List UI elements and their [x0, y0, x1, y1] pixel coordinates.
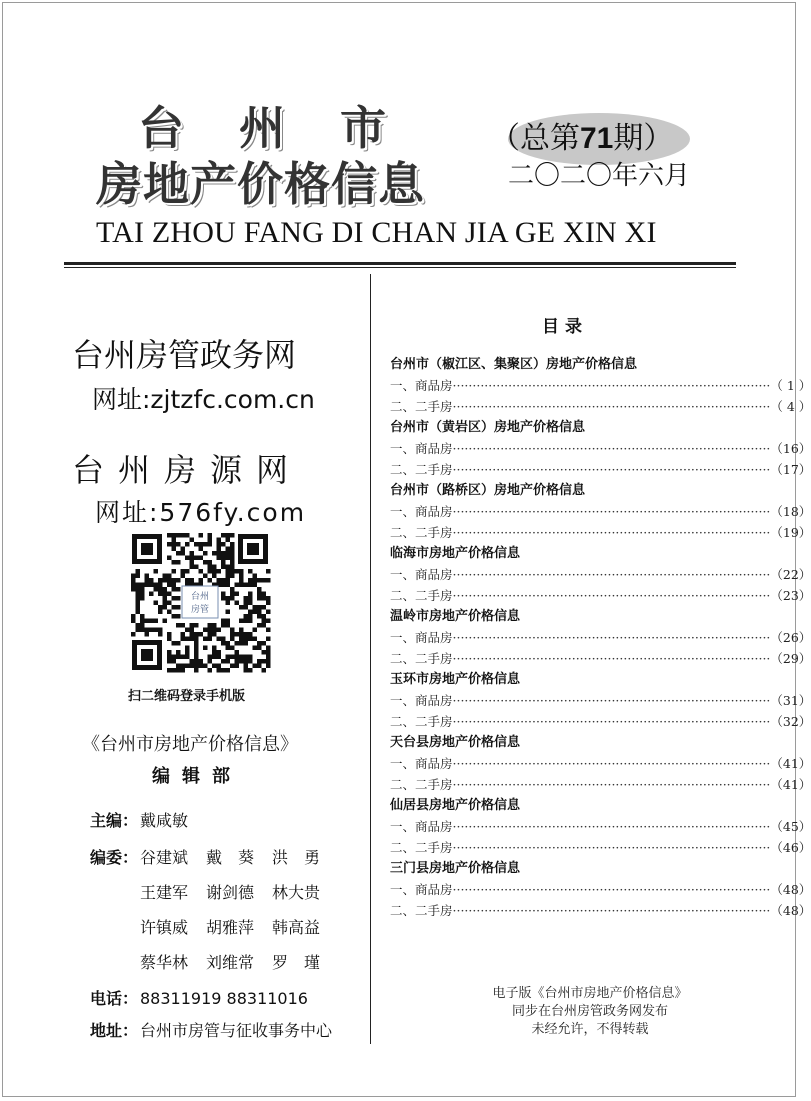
committee-member: 刘维常 [206, 953, 255, 972]
toc-section-title: 台州市（椒江区、集聚区）房地产价格信息 [390, 357, 638, 372]
publication-name: 《台州市房地产价格信息》 [82, 734, 298, 755]
toc-entry-label: 二、二手房 [390, 399, 453, 414]
toc-leader-dots: ················································································ [452, 903, 771, 918]
address-value: 台州市房管与征收事务中心 [140, 1021, 333, 1040]
toc-section-title: 仙居县房地产价格信息 [390, 798, 521, 813]
toc-entry-page: （48） [770, 882, 811, 897]
toc-leader-dots: ················································································ [452, 588, 771, 603]
toc-entry-label: 二、二手房 [390, 651, 453, 666]
toc-entry [390, 690, 811, 711]
toc-entry [390, 375, 811, 396]
toc-entry-page: （18） [770, 504, 811, 519]
toc-entry [390, 774, 811, 795]
toc-leader-dots: ················································································ [452, 441, 771, 456]
toc-entry [390, 879, 811, 900]
committee-member: 胡雅萍 [206, 918, 255, 937]
title-pinyin: TAI ZHOU FANG DI CHAN JIA GE XIN XI [96, 216, 657, 249]
title-city-char: 台 [138, 101, 186, 155]
toc-leader-dots: ················································································ [452, 504, 771, 519]
committee-row [90, 880, 338, 903]
toc-entry-label: 一、商品房 [390, 504, 453, 519]
toc-entry-label: 一、商品房 [390, 819, 453, 834]
site2-name: 台州房源网 [72, 451, 303, 489]
committee-member: 王建军 [140, 883, 189, 902]
qr-logo-line2: 房管 [190, 605, 210, 615]
qr-caption: 扫二维码登录手机版 [128, 689, 246, 704]
notice-line-2: 同步在台州房管政务网发布 [511, 1004, 668, 1019]
editor-name: 戴咸敏 [140, 811, 189, 830]
toc-entry-label: 二、二手房 [390, 903, 453, 918]
toc-leader-dots: ················································································ [452, 525, 771, 540]
committee-member: 韩高益 [272, 918, 321, 937]
toc-entry [390, 648, 811, 669]
toc-entry-label: 二、二手房 [390, 462, 453, 477]
toc-entry [390, 459, 811, 480]
address-label: 地址： [90, 1021, 139, 1040]
toc-entry-label: 一、商品房 [390, 756, 453, 771]
notice-line-1: 电子版《台州市房地产价格信息》 [492, 986, 688, 1001]
toc-entry [390, 564, 811, 585]
toc-entry-page: （48） [770, 903, 811, 918]
toc-entry [390, 438, 811, 459]
issue-date: 二〇二〇年六月 [508, 161, 691, 191]
site1-name: 台州房管政务网 [72, 336, 297, 374]
committee-row [90, 845, 338, 868]
header-rule-thin [64, 267, 736, 268]
toc-leader-dots: ················································································ [452, 693, 771, 708]
toc-entry-page: （ 1 ） [770, 378, 811, 393]
toc-section-title: 温岭市房地产价格信息 [390, 609, 521, 624]
toc-entry [390, 627, 811, 648]
toc-title: 目录 [542, 317, 588, 337]
toc-section-title: 玉环市房地产价格信息 [390, 672, 521, 687]
table-of-contents [390, 354, 811, 921]
issue-open: （总第 [490, 121, 580, 156]
phone-numbers: 88311919 88311016 [140, 989, 308, 1008]
toc-leader-dots: ················································································ [452, 882, 771, 897]
toc-leader-dots: ················································································ [452, 462, 771, 477]
toc-leader-dots: ················································································ [452, 840, 771, 855]
committee-member: 戴 葵 [206, 848, 255, 867]
toc-leader-dots: ················································································ [452, 777, 771, 792]
phone-line [90, 986, 308, 1009]
toc-entry-page: （41） [770, 756, 811, 771]
toc-section-title: 台州市（黄岩区）房地产价格信息 [390, 420, 586, 435]
toc-entry [390, 816, 811, 837]
toc-entry-page: （31） [770, 693, 811, 708]
address-line [90, 1018, 332, 1041]
toc-entry-label: 二、二手房 [390, 714, 453, 729]
toc-entry-label: 二、二手房 [390, 777, 453, 792]
committee-member: 林大贵 [272, 883, 321, 902]
header-rule-thick [64, 262, 736, 265]
toc-entry-page: （41） [770, 777, 811, 792]
toc-entry-label: 一、商品房 [390, 441, 453, 456]
column-divider [370, 274, 371, 1044]
toc-entry-label: 二、二手房 [390, 840, 453, 855]
toc-leader-dots: ················································································ [452, 399, 771, 414]
toc-leader-dots: ················································································ [452, 378, 771, 393]
toc-entry [390, 522, 811, 543]
committee-member: 洪 勇 [272, 848, 321, 867]
title-main: 房地产价格信息 [96, 157, 425, 211]
title-city-char: 州 [239, 101, 287, 155]
toc-leader-dots: ················································································ [452, 756, 771, 771]
toc-leader-dots: ················································································ [452, 567, 771, 582]
toc-leader-dots: ················································································ [452, 651, 771, 666]
toc-entry-label: 一、商品房 [390, 567, 453, 582]
toc-entry-label: 二、二手房 [390, 525, 453, 540]
committee-row [90, 915, 338, 938]
toc-entry [390, 501, 811, 522]
issue-value: 71 [580, 122, 614, 155]
toc-entry [390, 396, 811, 417]
toc-entry-label: 二、二手房 [390, 588, 453, 603]
toc-entry-page: （23） [770, 588, 811, 603]
committee-member: 许镇威 [140, 918, 189, 937]
toc-entry-page: （17） [770, 462, 811, 477]
title-city-char: 市 [340, 101, 388, 155]
qr-code [130, 532, 270, 672]
issue-number [490, 113, 673, 157]
toc-section-title: 台州市（路桥区）房地产价格信息 [390, 483, 586, 498]
editorial-department: 编辑部 [152, 766, 242, 787]
committee-label: 编委： [90, 848, 139, 867]
committee-member: 谢剑德 [206, 883, 255, 902]
qr-logo-line1: 台州 [190, 592, 210, 602]
toc-entry [390, 753, 811, 774]
toc-entry-label: 一、商品房 [390, 378, 453, 393]
toc-entry-page: （29） [770, 651, 811, 666]
editor-label: 主编： [90, 811, 139, 830]
toc-entry [390, 900, 811, 921]
toc-entry-page: （ 4 ） [770, 399, 811, 414]
toc-entry-label: 一、商品房 [390, 693, 453, 708]
toc-entry-page: （16） [770, 441, 811, 456]
notice-line-3: 未经允许，不得转载 [531, 1022, 649, 1037]
committee-member: 谷建斌 [140, 848, 189, 867]
toc-entry-page: （46） [770, 840, 811, 855]
editor-line [90, 808, 188, 831]
toc-entry-label: 一、商品房 [390, 882, 453, 897]
toc-entry-page: （45） [770, 819, 811, 834]
toc-entry-label: 一、商品房 [390, 630, 453, 645]
issue-close: 期） [613, 121, 674, 156]
committee-row [90, 950, 338, 973]
toc-entry-page: （32） [770, 714, 811, 729]
committee-member: 罗 瑾 [272, 953, 321, 972]
toc-section-title: 三门县房地产价格信息 [390, 861, 521, 876]
toc-entry [390, 585, 811, 606]
toc-entry-page: （22） [770, 567, 811, 582]
phone-label: 电话： [90, 989, 139, 1008]
toc-entry [390, 837, 811, 858]
toc-section-title: 天台县房地产价格信息 [390, 735, 521, 750]
toc-leader-dots: ················································································ [452, 819, 771, 834]
toc-leader-dots: ················································································ [452, 714, 771, 729]
toc-entry-page: （19） [770, 525, 811, 540]
site2-url: 网址:576fy.com [95, 498, 307, 527]
toc-entry-page: （26） [770, 630, 811, 645]
toc-section-title: 临海市房地产价格信息 [390, 546, 521, 561]
site1-url: 网址:zjtzfc.com.cn [92, 385, 315, 414]
toc-leader-dots: ················································································ [452, 630, 771, 645]
committee-member: 蔡华林 [140, 953, 189, 972]
toc-entry [390, 711, 811, 732]
